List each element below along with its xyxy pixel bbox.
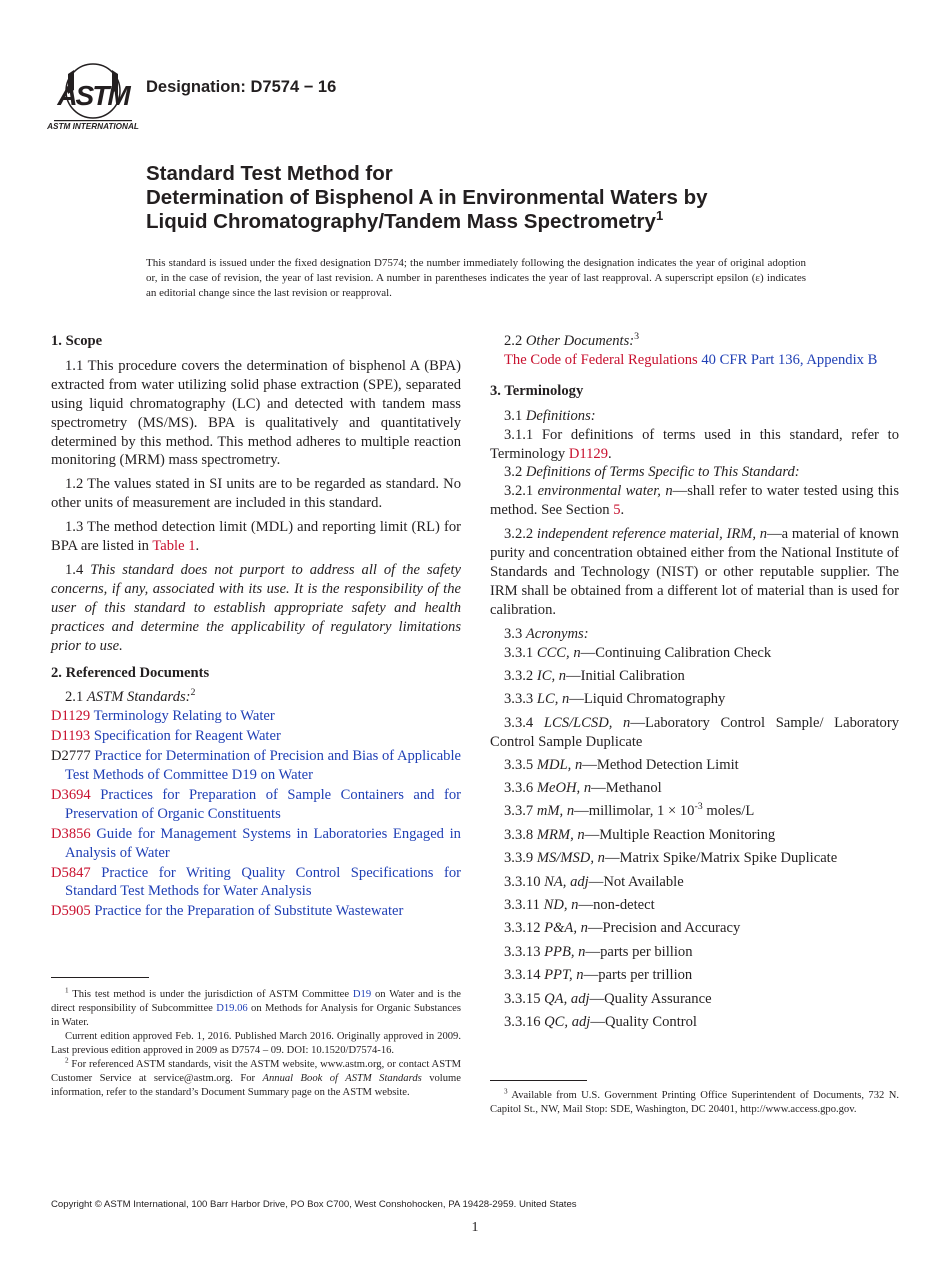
footnote-rule-left xyxy=(51,977,149,978)
scope-1-4: 1.4 This standard does not purport to address all of the safety concerns, if any, associated with its use. It is the responsibility of the user of this standard to establish appropriate safety and health practices and determine the applicability of regulatory limitations prior to use. xyxy=(51,561,461,654)
title-footnote-mark: 1 xyxy=(655,208,664,224)
acronym-item: 3.3.16 QC, adj—Quality Control xyxy=(504,1014,697,1031)
page-title xyxy=(146,162,846,234)
copyright: Copyright © ASTM International, 100 Barr Harbor Drive, PO Box C700, West Conshohocken, PA 19428-2959. United States xyxy=(51,1199,577,1210)
other-documents-label: 2.2 Other Documents:$^3$ xyxy=(504,331,640,349)
title-line-2: Determination of Bisphenol A in Environmental Waters by xyxy=(146,186,708,209)
definitions-label: 3.1 Definitions: xyxy=(504,407,596,424)
acronym-item: 3.3.12 P&A, n—Precision and Accuracy xyxy=(504,920,741,937)
table-1-link[interactable]: Table 1 xyxy=(152,538,196,555)
d19-06-link[interactable]: D19.06 xyxy=(216,1003,248,1014)
astm-logo xyxy=(47,60,139,132)
term-3-1-1: 3.1.1 For definitions of terms used in this standard, refer to Terminology D1129. xyxy=(490,426,899,462)
reference-item[interactable] xyxy=(51,727,461,746)
page-number: 1 xyxy=(471,1220,479,1235)
section-scope-heading: 1. Scope xyxy=(51,333,103,349)
reference-item[interactable] xyxy=(51,864,461,902)
astm-standards-label: 2.1 ASTM Standards:$^2$ xyxy=(65,687,196,706)
acronym-item: 3.3.5 MDL, n—Method Detection Limit xyxy=(504,756,739,773)
section-5-link[interactable]: 5 xyxy=(613,502,621,519)
reference-title[interactable]: Terminology Relating to Water xyxy=(93,708,275,725)
acronym-item: 3.3.15 QA, adj—Quality Assurance xyxy=(504,990,712,1007)
acronym-item: 3.3.14 PPT, n—parts per trillion xyxy=(504,967,693,984)
term-3-2-1: 3.2.1 environmental water, n—shall refer to water tested using this method. See Section 5. xyxy=(490,483,900,519)
logo-text: ASTM INTERNATIONAL xyxy=(47,122,139,131)
acronym-item: 3.3.13 PPB, n—parts per billion xyxy=(504,943,693,960)
footnotes-left xyxy=(51,988,461,1100)
reference-title[interactable]: Specification for Reagent Water xyxy=(93,728,281,745)
scope-1-2: 1.2 The values stated in SI units are to be regarded as standard. No other units of measurement are included in this standard. xyxy=(51,476,461,512)
reference-item[interactable] xyxy=(51,902,461,921)
reference-item[interactable] xyxy=(51,825,461,863)
reference-code[interactable]: D1193 xyxy=(51,728,91,745)
intro-notice: This standard is issued under the fixed designation D7574; the number immediately following the designation indicates the year of original adoption or, in the case of revision, the year of last revision. A number in parentheses indicates the year of last reapproval. A superscript epsilon (ε) indicates an editorial change since the last revision or reapproval. xyxy=(146,257,806,300)
reference-title[interactable]: Practice for the Preparation of Substitute Wastewater xyxy=(94,903,404,920)
reference-list xyxy=(51,707,461,921)
svg-text:ASTM: ASTM xyxy=(57,80,129,111)
reference-item[interactable] xyxy=(51,707,461,726)
reference-code[interactable]: D5847 xyxy=(51,864,91,881)
title-line-1: Standard Test Method for xyxy=(146,162,393,185)
scope-1-3: 1.3 The method detection limit (MDL) and reporting limit (RL) for BPA are listed in Table 1. xyxy=(51,519,461,555)
reference-title[interactable]: Practice for Writing Quality Control Specifications for Standard Test Methods for Water Analysis xyxy=(65,864,461,900)
footnote-rule-right xyxy=(490,1080,587,1081)
reference-title[interactable]: Practices for Preparation of Sample Containers and for Preservation of Organic Constituents xyxy=(65,786,461,822)
footnote-2: $^2$ For referenced ASTM standards, visit the ASTM website, www.astm.org, or contact ASTM Customer Service at service@astm.org. For Annual Book of ASTM Standards volume information, refer to the standard’s Document Summary page on the ASTM website. xyxy=(51,1056,461,1098)
acronym-item: 3.3.11 ND, n—non-detect xyxy=(504,897,655,914)
reference-item[interactable] xyxy=(51,747,461,785)
reference-code[interactable]: D3694 xyxy=(51,786,91,803)
acronym-item: 3.3.3 LC, n—Liquid Chromatography xyxy=(504,691,726,708)
section-referenced-heading: 2. Referenced Documents xyxy=(51,664,210,681)
left-column xyxy=(51,332,461,922)
section-terminology-heading: 3. Terminology xyxy=(490,382,584,399)
reference-item[interactable] xyxy=(51,786,461,824)
footnote-1-edition: Current edition approved Feb. 1, 2016. Published March 2016. Originally approved in 2009. Last previous edition approved in 2009 as D7574 – 09. DOI: 10.1520/D7574-16. xyxy=(51,1031,461,1056)
designation: Designation: D7574 − 16 xyxy=(146,78,337,96)
acronym-item: 3.3.9 MS/MSD, n—Matrix Spike/Matrix Spike Duplicate xyxy=(504,850,838,867)
reference-title[interactable]: Practice for Determination of Precision and Bias of Applicable Test Methods of Committee D19 on Water xyxy=(65,748,461,784)
acronym-item: 3.3.4 LCS/LCSD, n—Laboratory Control Sample/ Laboratory Control Sample Duplicate xyxy=(490,714,900,750)
reference-code[interactable]: D3856 xyxy=(51,825,91,842)
acronym-item: 3.3.10 NA, adj—Not Available xyxy=(504,873,684,890)
acronym-item: 3.3.7 mM, n—millimolar, $1 \times 10^{-3}$ moles/L xyxy=(504,801,755,820)
reference-code[interactable]: D5905 xyxy=(51,903,91,920)
reference-title[interactable]: Guide for Management Systems in Laboratories Engaged in Analysis of Water xyxy=(65,825,461,861)
reference-code[interactable]: D2777 xyxy=(51,748,91,765)
acronym-item: 3.3.6 MeOH, n—Methanol xyxy=(504,780,662,797)
term-3-2-2: 3.2.2 independent reference material, IRM, n—a material of known purity and concentration obtained either from the National Institute of Standards and Technology (NIST) or other reputable supplier. The IRM shall be obtained from a different lot of material than is used for calibration. xyxy=(490,526,899,618)
cfr-reference[interactable]: The Code of Federal Regulations 40 CFR Part 136, Appendix B xyxy=(504,351,878,368)
d1129-link[interactable]: D1129 xyxy=(568,445,609,462)
acronym-list xyxy=(490,644,899,1032)
scope-1-1: 1.1 This procedure covers the determination of bisphenol A (BPA) extracted from water utilizing solid phase extraction (SPE), separated using liquid chromatography (LC) and detected with tandem mass spectrometry (MS/MS). BPA is qualitatively and quantitatively determined by this method. This method adheres to multiple reaction monitoring (MRM) mass spectrometry. xyxy=(51,357,461,469)
footnote-3: $^3$ Available from U.S. Government Printing Office Superintendent of Documents, 732 N. Capitol St., NW, Mail Stop: SDE, Washington, DC 20401, http://www.access.gpo.gov. xyxy=(490,1087,899,1115)
definitions-specific-label: 3.2 Definitions of Terms Specific to This Standard: xyxy=(504,464,800,481)
acronyms-label: 3.3 Acronyms: xyxy=(504,625,589,642)
reference-code[interactable]: D1129 xyxy=(51,708,91,725)
acronym-item: 3.3.8 MRM, n—Multiple Reaction Monitoring xyxy=(504,826,776,843)
acronym-item: 3.3.1 CCC, n—Continuing Calibration Check xyxy=(504,644,772,661)
title-line-3: Liquid Chromatography/Tandem Mass Spectrometry xyxy=(146,210,656,233)
footnote-1: $^1$ This test method is under the jurisdiction of ASTM Committee D19 on Water and is the direct responsibility of Subcommittee D19.06 on Methods for Analysis for Organic Substances in Water. xyxy=(51,986,461,1028)
d19-link[interactable]: D19 xyxy=(352,989,372,1000)
right-column xyxy=(490,332,899,1037)
acronym-item: 3.3.2 IC, n—Initial Calibration xyxy=(504,668,685,684)
